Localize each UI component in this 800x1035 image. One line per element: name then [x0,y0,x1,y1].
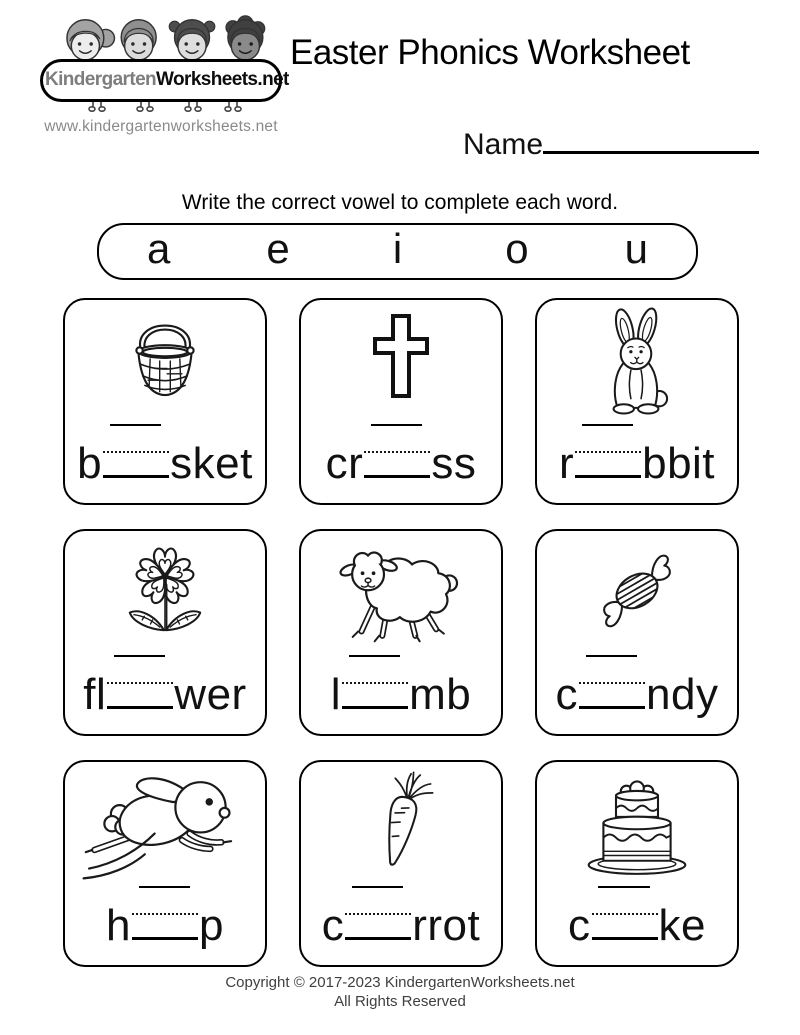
word-prefix: cr [325,439,364,488]
vowel-blank-candy[interactable] [579,655,645,709]
brand-text-worksheets: Worksheets.net [156,69,289,90]
vowel-blank-rabbit[interactable] [575,424,641,478]
word-prefix: r [558,439,575,488]
word-prefix: c [321,901,345,950]
cake-image [574,768,700,880]
word-card-cross [299,298,503,505]
lamb-image [335,537,467,649]
word-suffix: ndy [646,670,719,719]
word-prefix: fl [83,670,107,719]
hopping-rabbit-image [80,768,250,886]
instruction-text: Write the correct vowel to complete each word. [181,191,619,214]
word-card-carrot [299,760,503,967]
name-input-line[interactable] [543,120,759,154]
word-card-rabbit [535,298,739,505]
word-cross [301,424,501,486]
vowel-blank-basket[interactable] [103,424,169,478]
page-title: Easter Phonics Worksheet [290,33,690,72]
vowel-u: u [624,224,648,272]
word-suffix: ss [431,439,477,488]
vowel-a: a [147,224,171,272]
vowel-blank-cross[interactable] [364,424,430,478]
word-cake [537,886,737,948]
word-flower [65,655,265,717]
word-lamb [301,655,501,717]
word-basket [65,424,265,486]
site-logo [40,12,289,136]
word-rabbit [537,424,737,486]
word-suffix: bbit [642,439,716,488]
vowel-bank [97,223,698,280]
vowel-blank-hop[interactable] [132,886,198,940]
basket-image [112,306,218,414]
word-hop [65,886,265,948]
word-prefix: h [106,901,131,950]
vowel-e: e [266,224,290,272]
word-suffix: ke [658,901,706,950]
word-suffix: wer [174,670,247,719]
word-card-lamb [299,529,503,736]
cross-image [351,306,451,410]
word-carrot [301,886,501,948]
word-prefix: l [330,670,342,719]
word-prefix: b [77,439,103,488]
carrot-image [350,768,452,886]
word-card-flower [63,529,267,736]
vowel-i: i [392,224,403,272]
name-field-row [463,120,759,162]
word-card-candy [535,529,739,736]
logo-banner [40,59,289,102]
vowel-blank-carrot[interactable] [345,886,411,940]
word-card-grid [63,298,739,967]
vowel-blank-lamb[interactable] [342,655,408,709]
word-suffix: p [199,901,224,950]
word-prefix: c [568,901,591,950]
flower-image [113,537,217,653]
word-card-cake [535,760,739,967]
vowel-blank-cake[interactable] [592,886,658,940]
word-prefix: c [555,670,579,719]
word-card-basket [63,298,267,505]
website-url: www.kindergartenworksheets.net [44,118,278,135]
brand-text-kindergarten: Kindergarten [45,69,157,90]
rights-text: All Rights Reserved [334,993,466,1010]
candy-image [579,537,695,649]
word-card-hop [63,760,267,967]
vowel-o: o [505,224,529,272]
vowel-blank-flower[interactable] [107,655,173,709]
name-label: Name [463,128,544,161]
word-candy [537,655,737,717]
rabbit-image [586,306,688,422]
word-suffix: mb [409,670,472,719]
page-footer [0,974,800,1010]
word-suffix: sket [170,439,253,488]
copyright-text: Copyright © 2017-2023 KindergartenWorksheets.net [225,974,575,991]
word-suffix: rrot [412,901,481,950]
